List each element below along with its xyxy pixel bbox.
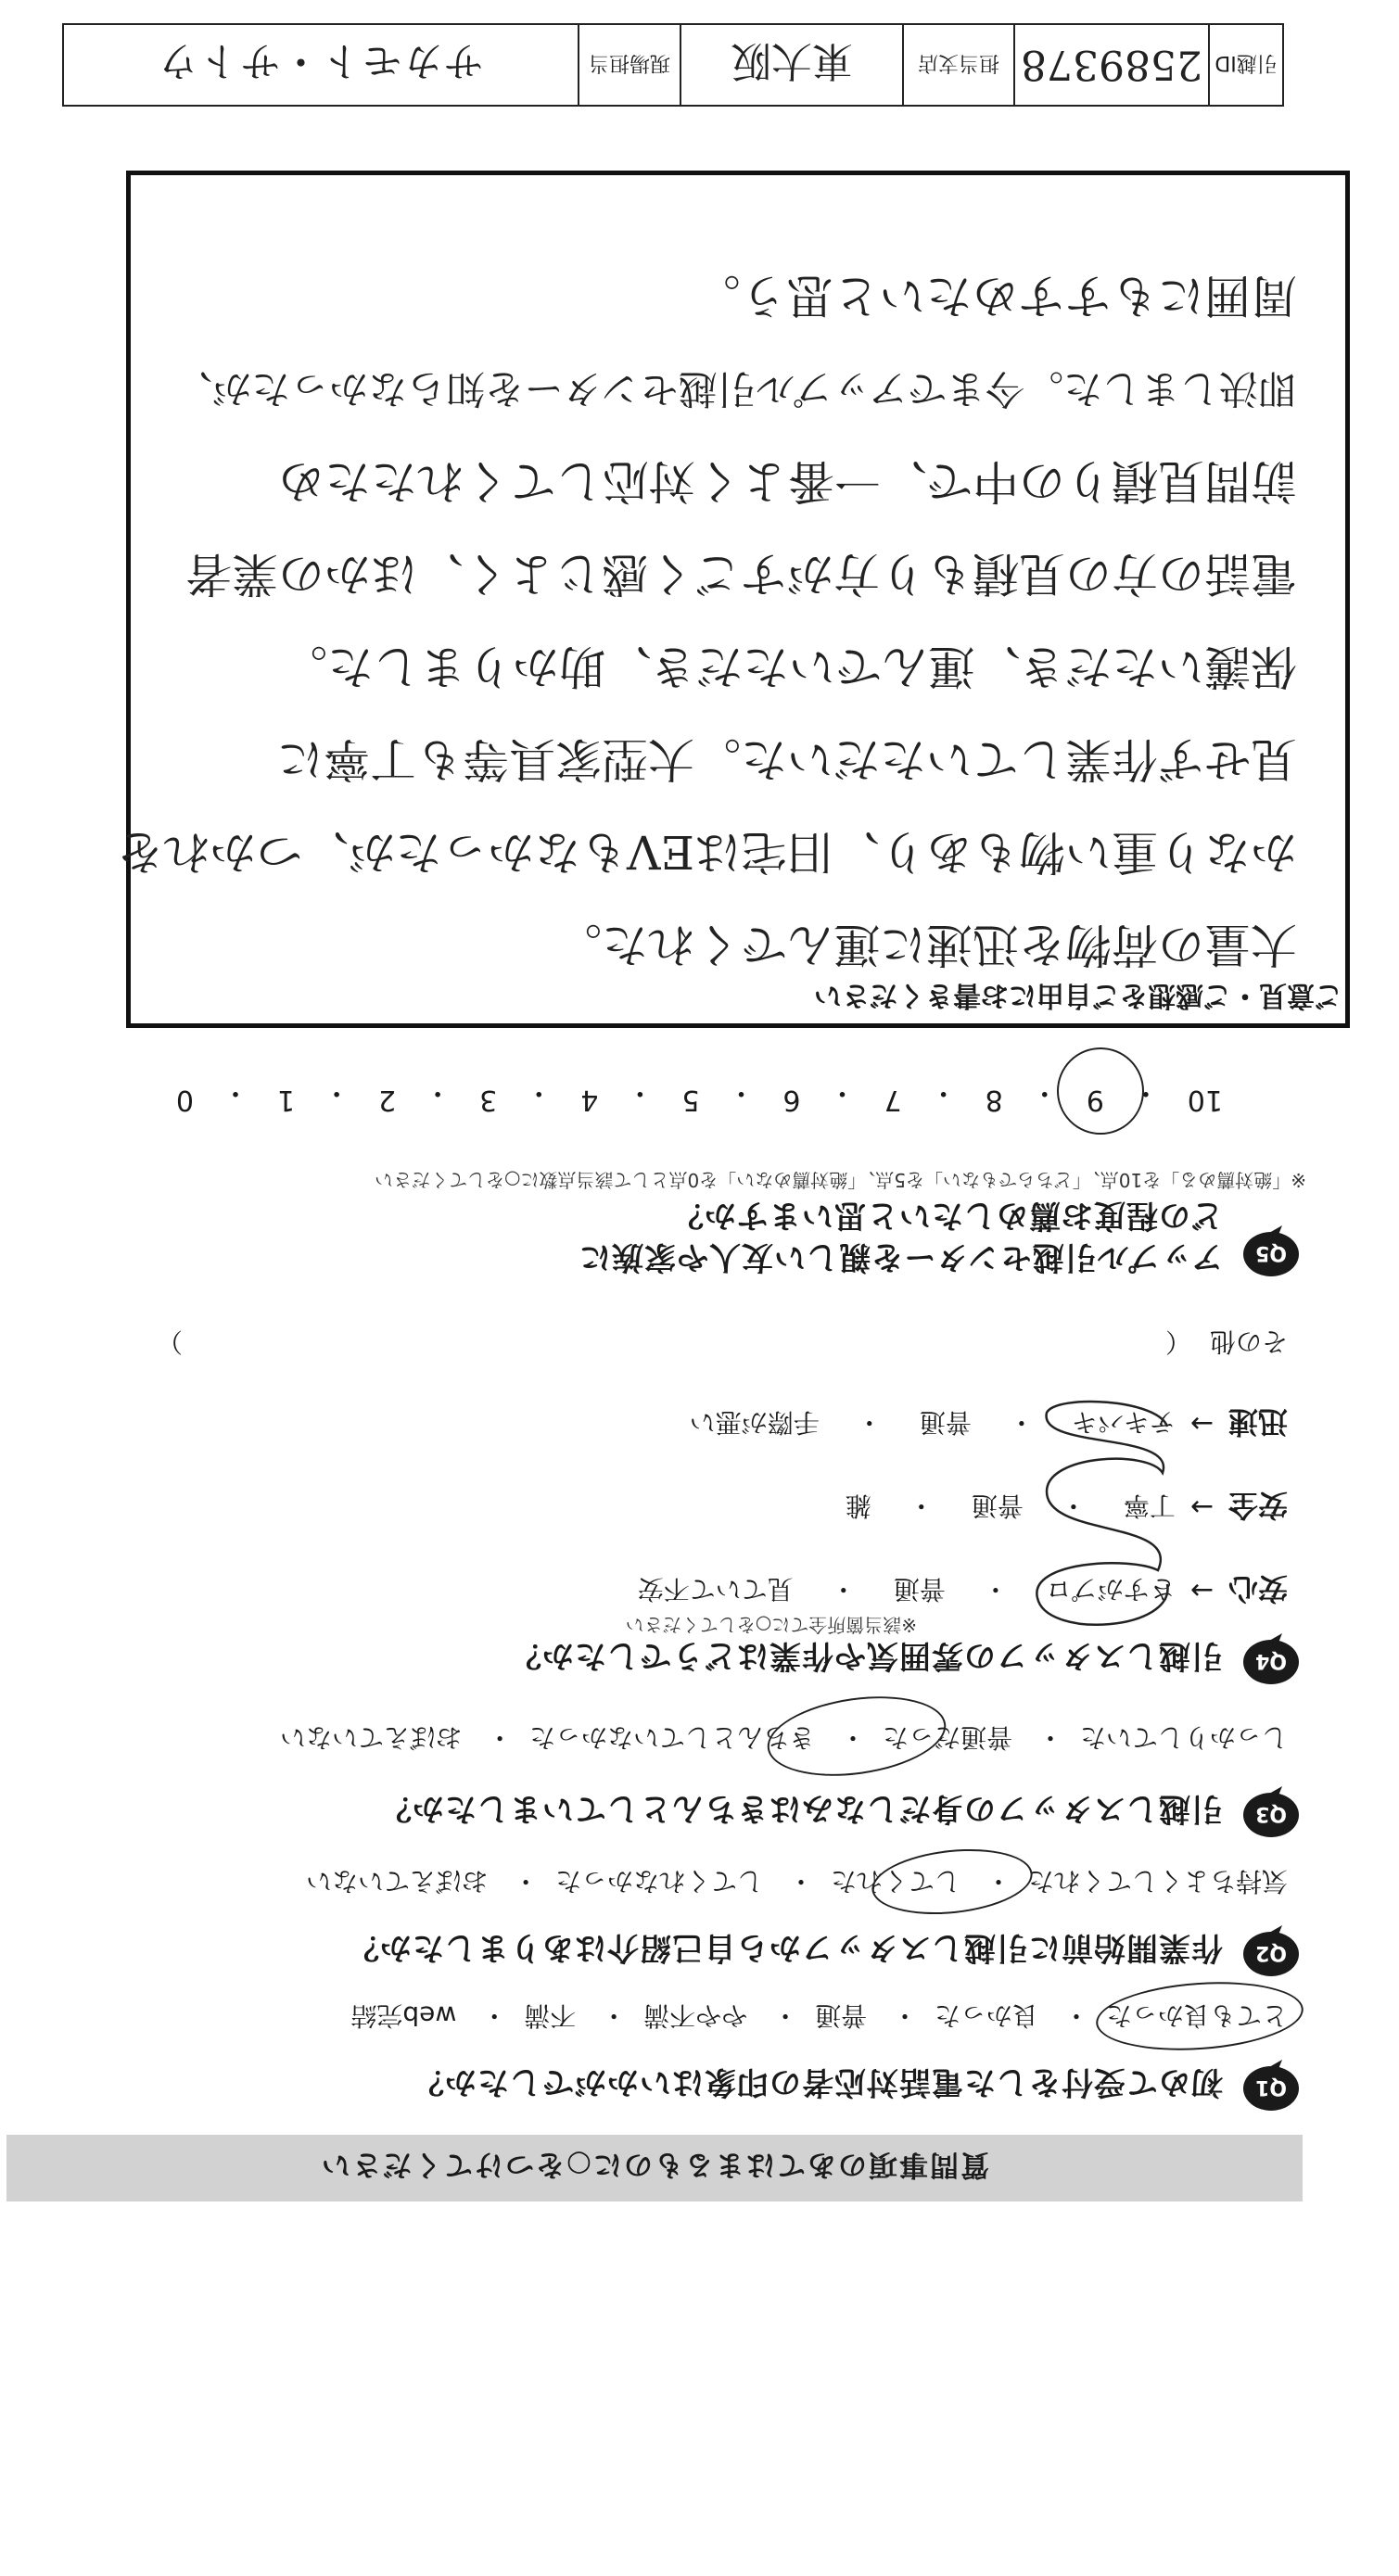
- svg-text:Q3: Q3: [1254, 1802, 1288, 1825]
- q1-option[interactable]: とても良かった: [1105, 2000, 1288, 2031]
- handwritten-circle-mark: [869, 1842, 1036, 1922]
- id-label: 引越ID: [1215, 51, 1278, 75]
- id-value: 2589378: [1021, 41, 1202, 89]
- q5-score[interactable]: 5: [681, 1084, 700, 1116]
- q5-score[interactable]: 1: [276, 1084, 296, 1116]
- q4-option[interactable]: 手際が悪い: [689, 1407, 820, 1438]
- staff-value-cell: [64, 25, 578, 105]
- branch-value-cell: [680, 25, 902, 105]
- q2-option[interactable]: おぼえていない: [306, 1866, 489, 1897]
- arrow-right-icon: →: [1189, 1574, 1214, 1607]
- q5-score[interactable]: 2: [378, 1084, 397, 1116]
- q5-badge-icon: [1236, 1225, 1306, 1283]
- staff-value: サカモト・サトウ: [158, 37, 484, 84]
- id-value-cell: [1013, 25, 1208, 105]
- q5-scale: 10 ・ 9 ・ 8 ・ 7 ・ 6 ・ 5 ・ 4 ・ 3 ・ 2 ・ 1 ・ 0: [175, 1076, 1223, 1116]
- comment-line: 訪問見積りの中で、一番よく対応してくれたため: [278, 454, 1297, 508]
- q3-option[interactable]: 普通だった: [883, 1722, 1013, 1753]
- q4-other-close: ）: [156, 1326, 183, 1357]
- q3-badge-icon: [1236, 1786, 1306, 1844]
- q1-option[interactable]: 良かった: [935, 2000, 1039, 2031]
- q4-row-label: 迅速: [1227, 1404, 1288, 1440]
- q3-option[interactable]: しっかりしていた: [1079, 1722, 1288, 1753]
- q5-score[interactable]: 6: [782, 1084, 801, 1116]
- q2-option[interactable]: してくれなかった: [555, 1866, 764, 1897]
- q4-option[interactable]: テキパキ: [1071, 1407, 1176, 1438]
- comment-line: かなり重い物もあり、旧宅はEVもなかったが、つかれを: [117, 825, 1297, 879]
- q2-badge-icon: [1236, 1925, 1306, 1983]
- q3-option[interactable]: きちんとしていなかった: [529, 1722, 816, 1753]
- q4-other-open: （: [1164, 1326, 1191, 1357]
- q4-row-label: 安心: [1227, 1571, 1288, 1606]
- comment-line: 大量の荷物を迅速に運んでくれた。: [555, 918, 1297, 971]
- q3-option[interactable]: おぼえていない: [280, 1722, 463, 1753]
- id-label-cell: [1208, 25, 1282, 105]
- comment-line: 保護いただき、運んでいただき、助かりました。: [281, 640, 1297, 693]
- q4-option[interactable]: さすがプロ: [1045, 1574, 1176, 1605]
- comment-line: 周囲にもすすめたいと思う。: [693, 269, 1297, 323]
- comment-line: 見せず作業していただいた。大型家具等も丁寧に: [277, 732, 1297, 786]
- comment-line: 電話の方の見積もり方がすごく感じよく、ほかの業者: [185, 547, 1297, 601]
- branch-label: 担当支店: [918, 51, 1000, 75]
- q2-option[interactable]: してくれた: [831, 1866, 961, 1897]
- q5-score[interactable]: 10: [1187, 1084, 1223, 1116]
- handwritten-circle-mark: [762, 1686, 951, 1786]
- q5-score[interactable]: 3: [479, 1084, 498, 1116]
- q2-option[interactable]: 気持ちよくしてくれた: [1027, 1866, 1288, 1897]
- q4-option[interactable]: 丁寧: [1123, 1491, 1176, 1521]
- q5-score[interactable]: 0: [175, 1084, 194, 1116]
- q4-option[interactable]: 普通: [919, 1407, 972, 1438]
- q4-title: 引越しスタッフの雰囲気や作業はどうでしたか？: [509, 1637, 1223, 1674]
- q4-option[interactable]: 普通: [971, 1491, 1024, 1521]
- q4-row-jinsoku: 迅速 → テキパキ ・ 普通 ・ 手際が悪い: [690, 1402, 1288, 1445]
- arrow-right-icon: →: [1189, 1491, 1214, 1524]
- svg-text:Q5: Q5: [1254, 1241, 1288, 1264]
- q1-title: 初めて受付をした電話対応者の印象はいかがでしたか？: [412, 2063, 1223, 2100]
- svg-text:Q4: Q4: [1254, 1649, 1288, 1672]
- q4-row-anshin: 安心 → さすがプロ ・ 普通 ・ 見ていて不安: [638, 1569, 1288, 1612]
- q5-title-line1: アップル引越センターを親しい友人や家族に: [579, 1238, 1223, 1275]
- q2-title: 作業開始前に引越しスタッフから自己紹介はありましたか？: [347, 1929, 1223, 1966]
- handwritten-circle-mark: [1019, 1399, 1186, 1649]
- id-table: [62, 23, 1284, 107]
- instruction-banner: 質問事項のあてはまるものに○をつけてください: [6, 2135, 1303, 2202]
- staff-label-cell: [578, 25, 680, 105]
- q5-score[interactable]: 4: [580, 1084, 599, 1116]
- comment-line: 即決しました。今までアップル引越センターを知らなかったが、: [173, 366, 1297, 412]
- q5-score[interactable]: 9: [1086, 1084, 1104, 1116]
- q5-note: ※「絶対薦める」を10点、「どちらでもない」を5点、「絶対薦めない」を0点として該当点数に○をしてください: [375, 1169, 1306, 1191]
- q1-badge-icon: [1236, 2060, 1306, 2117]
- q1-option[interactable]: web完結: [350, 2000, 457, 2031]
- branch-value: 東大阪: [731, 37, 853, 84]
- comment-header: ご意見・ご感想をご自由にお書きください: [814, 979, 1342, 1011]
- q5-score[interactable]: 8: [985, 1084, 1003, 1116]
- q4-badge-icon: [1236, 1633, 1306, 1691]
- q5-title-line2: どの程度お薦めしたいと思いますか？: [671, 1197, 1223, 1234]
- staff-label: 現場担当: [589, 51, 671, 75]
- q1-option[interactable]: 不満: [524, 2000, 577, 2031]
- q2-options: 気持ちよくしてくれた・ してくれた・ してくれなかった・ おぼえていない: [306, 1866, 1288, 1897]
- q3-options: しっかりしていた・ 普通だった・ きちんとしていなかった・ おぼえていない: [280, 1722, 1288, 1753]
- svg-text:Q2: Q2: [1254, 1941, 1288, 1964]
- q1-option[interactable]: やや不満: [643, 2000, 748, 2031]
- q1-options: とても良かった・ 良かった・ 普通・ やや不満・ 不満・ web完結: [350, 2000, 1288, 2031]
- handwritten-circle-mark: [1057, 1047, 1144, 1135]
- q1-option[interactable]: 普通: [815, 2000, 868, 2031]
- q4-other-input[interactable]: [183, 1325, 1165, 1362]
- q4-row-anzen: 安全 → 丁寧 ・ 普通 ・ 雑: [846, 1486, 1288, 1529]
- branch-label-cell: [902, 25, 1013, 105]
- handwritten-circle-mark: [1094, 1975, 1305, 2056]
- q4-option[interactable]: 雑: [845, 1491, 871, 1521]
- q4-other-label: その他: [1209, 1326, 1288, 1357]
- q4-other: [157, 1325, 1288, 1362]
- q3-title: 引越しスタッフの身だしなみはきちんとしていましたか？: [379, 1790, 1223, 1827]
- svg-text:Q1: Q1: [1254, 2075, 1288, 2099]
- q5-score[interactable]: 7: [884, 1084, 902, 1116]
- q4-option[interactable]: 普通: [893, 1574, 946, 1605]
- q4-note: ※該当箇所全てに○をしてください: [625, 1614, 917, 1636]
- arrow-right-icon: →: [1189, 1407, 1214, 1440]
- q4-row-label: 安全: [1227, 1488, 1288, 1523]
- q4-option[interactable]: 見ていて不安: [637, 1574, 794, 1605]
